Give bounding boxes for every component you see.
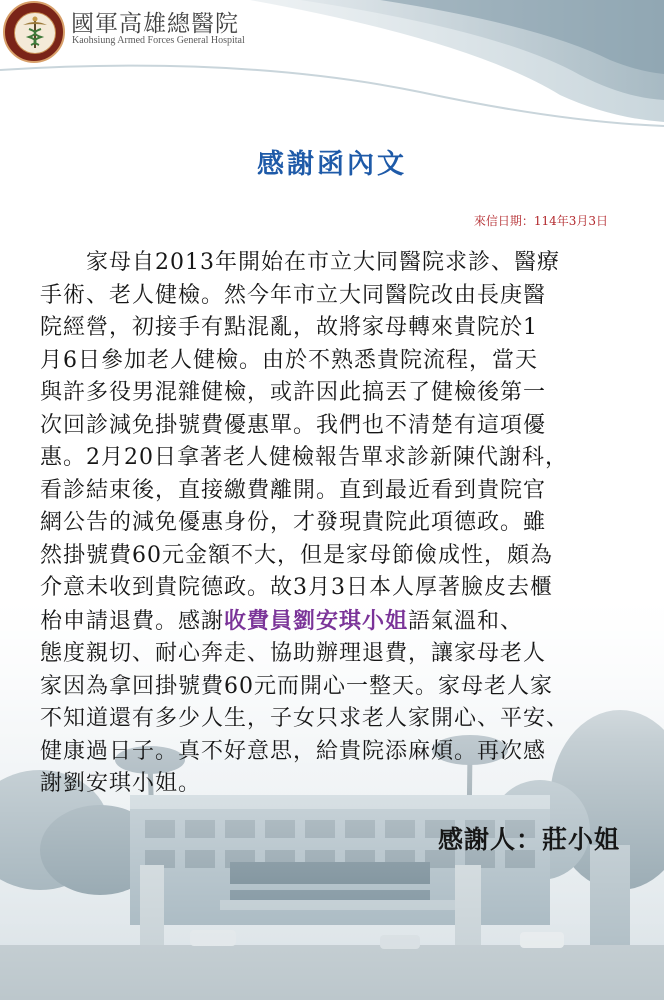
hospital-logo: [3, 1, 65, 63]
letter-line: 手術、老人健檢。然今年市立大同醫院改由長庚醫: [40, 282, 547, 308]
hospital-name: 國軍高雄總醫院: [71, 11, 239, 37]
letter-line: 謝劉安琪小姐。: [40, 771, 202, 796]
letter-line: 健康過日子。真不好意思，給貴院添麻煩。再次感: [40, 738, 547, 764]
letter-line: 然掛號費60元金額不大，但是家母節儉成性，頗為: [40, 542, 553, 568]
letter-date: 來信日期：114年3月3日: [473, 214, 608, 228]
letter-line: 月6日參加老人健檢。由於不熟悉貴院流程，當天: [40, 347, 538, 373]
letter-line: 態度親切、耐心奔走、協助辦理退費，讓家母老人: [40, 641, 547, 666]
letter-line: 次回診減免掛號費優惠單。我們也不清楚有這項優: [40, 412, 547, 438]
hospital-name-en: Kaohsiung Armed Forces General Hospital: [72, 35, 245, 46]
letter-line: 惠。2月20日拿著老人健檢報告單求診新陳代謝科，: [40, 445, 568, 470]
letter-line: 家因為拿回掛號費60元而開心一整天。家母老人家: [40, 673, 553, 699]
letter-body: [40, 247, 640, 801]
letter-line: 看診結束後，直接繳費離開。直到最近看到貴院官: [40, 477, 547, 503]
letter-text: 語氣溫和、: [408, 608, 524, 634]
staff-name-highlight: 收費員劉安琪小姐: [224, 607, 409, 634]
letter-line-highlighted: [40, 605, 640, 639]
page-header: [0, 0, 664, 130]
letter-line: 家母自2013年開始在市立大同醫院求診、醫療: [86, 250, 560, 275]
letter-text: 枱申請退費。感謝: [40, 608, 225, 634]
letter-line: 介意未收到貴院德政。故3月3日本人厚著臉皮去櫃: [40, 575, 553, 600]
letter-line: 不知道還有多少人生，子女只求老人家開心、平安、: [40, 706, 570, 731]
letter-line: 與許多役男混雜健檢，或許因此搞丟了健檢後第一: [40, 380, 547, 405]
logo-emblem: [14, 12, 56, 54]
letter-line: 院經營，初接手有點混亂，故將家母轉來貴院於1: [40, 315, 538, 340]
caduceus-icon: [15, 13, 55, 53]
letter-signer: 感謝人：莊小姐: [437, 825, 620, 854]
letter-title: 感謝函內文: [257, 149, 407, 180]
letter-line: 網公告的減免優惠身份，才發現貴院此項德政。雖: [40, 510, 547, 535]
